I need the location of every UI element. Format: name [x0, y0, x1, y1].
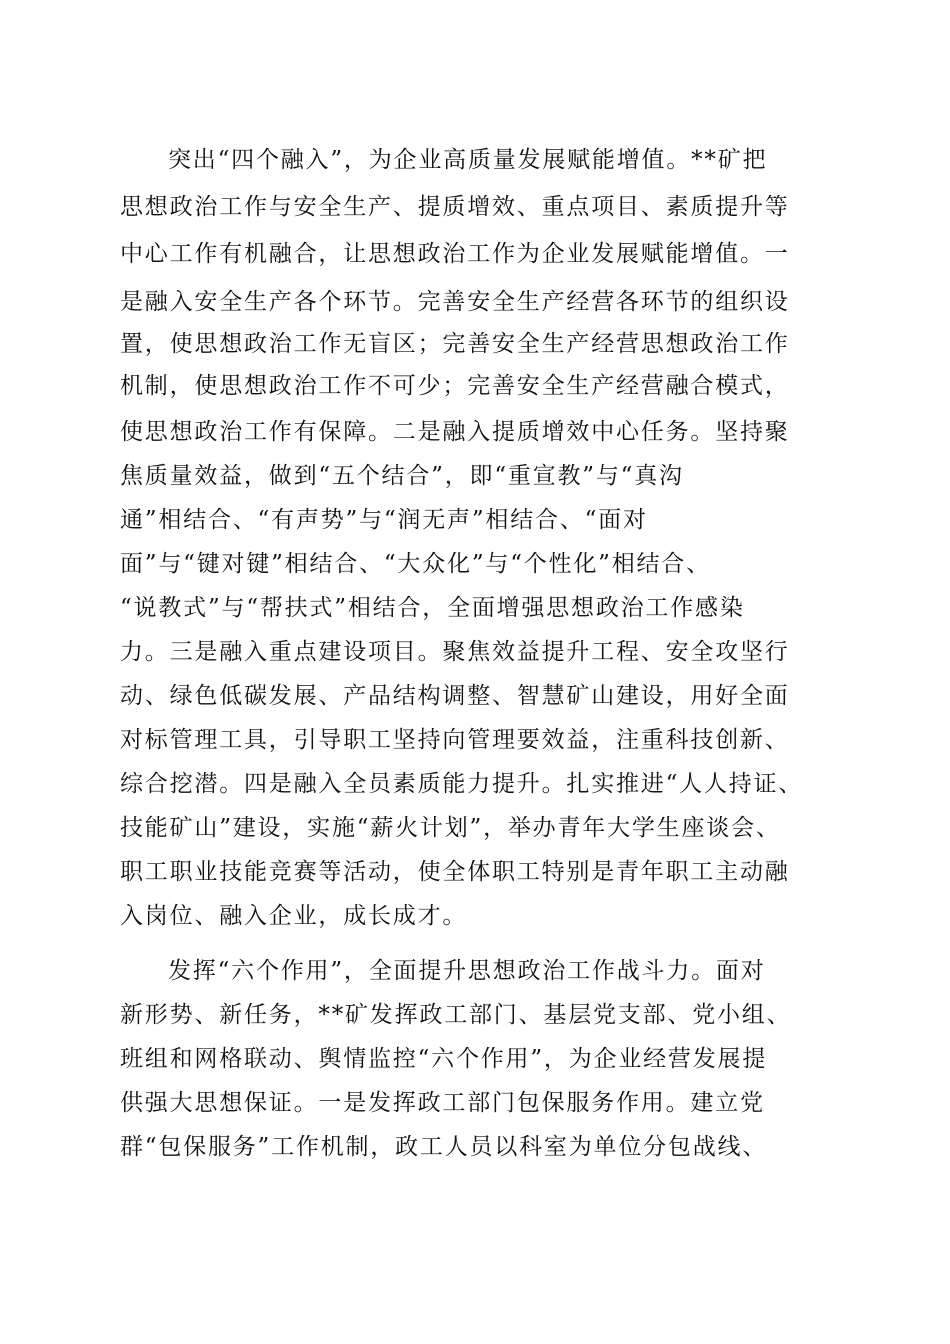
- paragraph-1-line-13: 动、绿色低碳发展、产品结构调整、智慧矿山建设，用好全面: [120, 683, 790, 709]
- paragraph-2-line-5: 群“包保服务”工作机制，政工人员以科室为单位分包战线、: [120, 1134, 768, 1160]
- paragraph-1-line-17: 职工职业技能竞赛等活动，使全体职工特别是青年职工主动融: [120, 859, 790, 885]
- paragraph-2-line-4: 供强大思想保证。一是发挥政工部门包保服务作用。建立党: [120, 1090, 765, 1116]
- paragraph-1-line-11: “说教式”与“帮扶式”相结合，全面增强思想政治工作感染: [120, 595, 745, 621]
- paragraph-2-line-1: 发挥“六个作用”，全面提升思想政治工作战斗力。面对: [168, 958, 766, 984]
- paragraph-1-line-2: 思想政治工作与安全生产、提质增效、重点项目、素质提升等: [120, 194, 790, 220]
- paragraph-1-line-3: 中心工作有机融合，让思想政治工作为企业发展赋能增值。一: [120, 241, 790, 267]
- paragraph-2-line-3: 班组和网格联动、舆情监控“六个作用”，为企业经营发展提: [120, 1046, 768, 1072]
- paragraph-1-line-1: 突出“四个融入”，为企业高质量发展赋能增值。**矿把: [168, 147, 768, 173]
- paragraph-1-line-18: 入岗位、融入企业，成长成才。: [120, 903, 468, 929]
- paragraph-1-line-14: 对标管理工具，引导职工坚持向管理要效益，注重科技创新、: [120, 727, 790, 753]
- paragraph-2-line-2: 新形势、新任务，**矿发挥政工部门、基层党支部、党小组、: [120, 1002, 792, 1028]
- paragraph-1-line-5: 置，使思想政治工作无盲区；完善安全生产经营思想政治工作: [120, 331, 790, 357]
- paragraph-1-line-4: 是融入安全生产各个环节。完善安全生产经营各环节的组织设: [120, 289, 790, 315]
- paragraph-1-line-10: 面”与“键对键”相结合、“大众化”与“个性化”相结合、: [120, 551, 711, 577]
- paragraph-1-line-16: 技能矿山”建设，实施“薪火计划”，举办青年大学生座谈会、: [120, 815, 781, 841]
- paragraph-1-line-6: 机制，使思想政治工作不可少；完善安全生产经营融合模式，: [120, 373, 790, 399]
- paragraph-1-line-12: 力。三是融入重点建设项目。聚焦效益提升工程、安全攻坚行: [120, 639, 790, 665]
- paragraph-1-line-9: 通”相结合、“有声势”与“润无声”相结合、“面对: [120, 507, 648, 533]
- paragraph-1-line-8: 焦质量效益，做到“五个结合”，即“重宣教”与“真沟: [120, 463, 684, 489]
- paragraph-1-line-15: 综合挖潜。四是融入全员素质能力提升。扎实推进“人人持证、: [120, 771, 804, 797]
- paragraph-1-line-7: 使思想政治工作有保障。二是融入提质增效中心任务。坚持聚: [120, 419, 790, 445]
